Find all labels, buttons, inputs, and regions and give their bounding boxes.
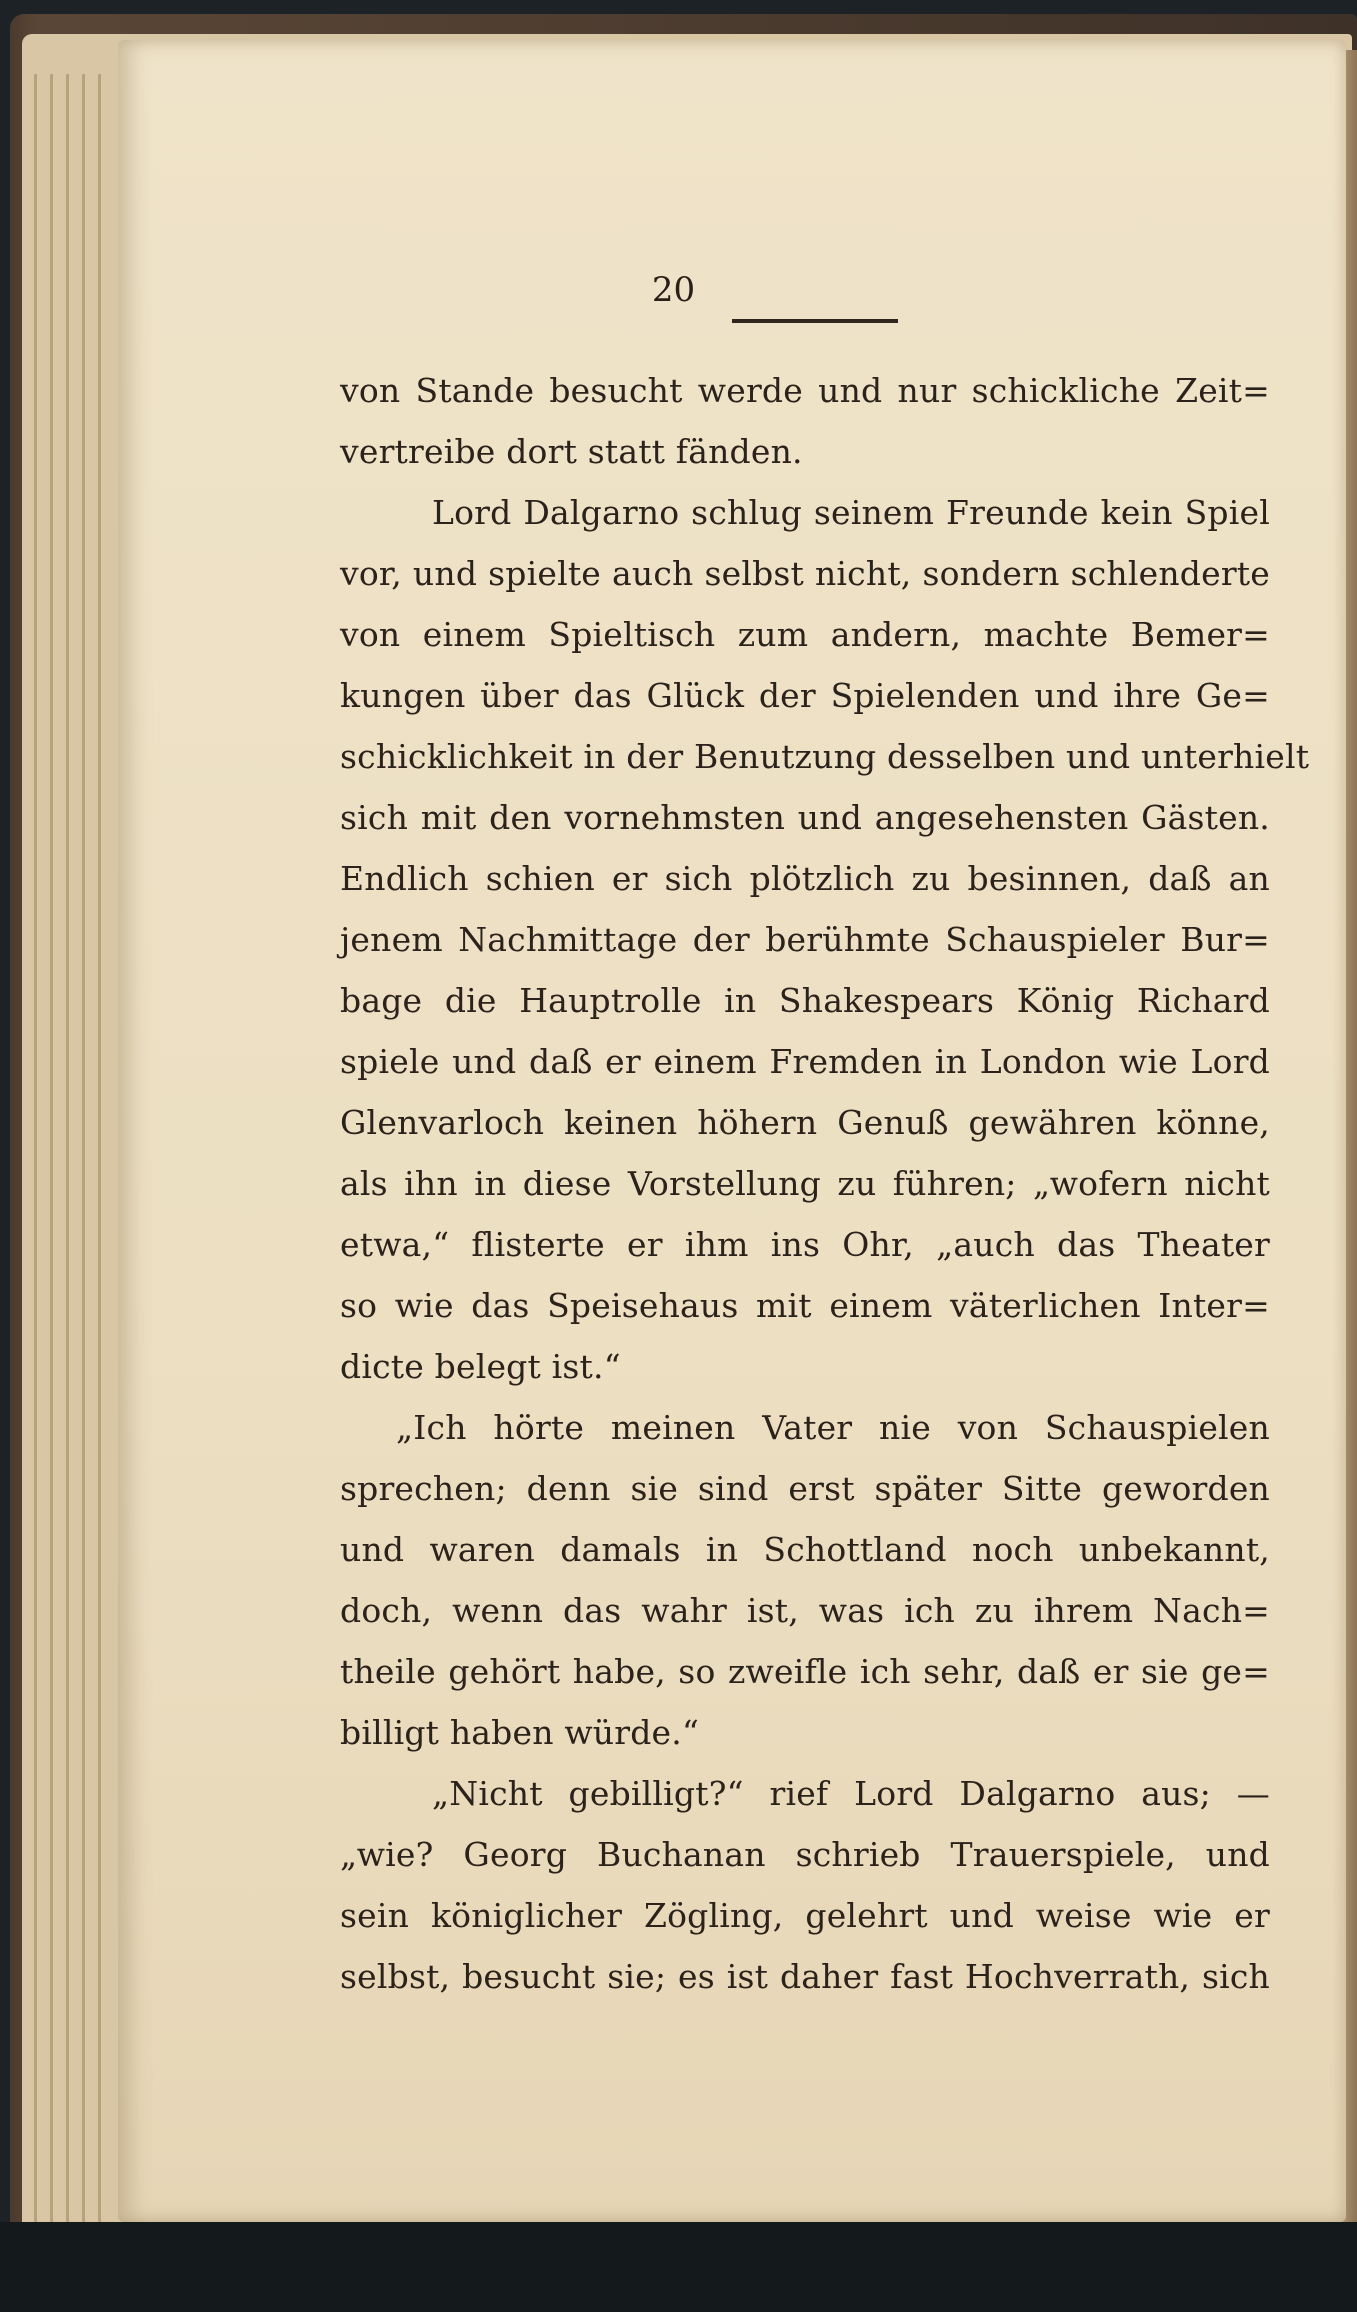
text-line: spiele und daß er einem Fremden in London wie Lord [340,1042,1270,1081]
text-line: und waren damals in Schottland noch unbekannt, [340,1530,1270,1569]
page-edge-line [66,74,69,2234]
text-line: theile gehört habe, so zweifle ich sehr, daß er sie ge= [340,1652,1270,1691]
page-number-text: 20 [651,270,696,310]
text-line: jenem Nachmittage der berühmte Schauspieler Bur= [340,920,1270,959]
scan-bottom-shadow [0,2222,1357,2312]
page-edge-line [98,74,101,2234]
text-line: schicklichkeit in der Benutzung desselben und unterhielt [340,737,1310,776]
text-line: Glenvarloch keinen höhern Genuß gewähren könne, [340,1103,1270,1142]
text-line: „Ich hörte meinen Vater nie von Schauspielen [396,1408,1270,1447]
text-line: Endlich schien er sich plötzlich zu besinnen, daß an [340,859,1270,898]
page-edge-line [82,74,85,2234]
text-line: vertreibe dort statt fänden. [340,432,803,471]
text-line: selbst, besucht sie; es ist daher fast Hochverrath, sich [340,1957,1270,1996]
text-line: kungen über das Glück der Spielenden und ihre Ge= [340,676,1270,715]
text-line: sprechen; denn sie sind erst später Sitte geworden [340,1469,1270,1508]
text-line: vor, und spielte auch selbst nicht, sondern schlenderte [340,554,1270,593]
page-number-rule [732,319,898,323]
text-line: Lord Dalgarno schlug seinem Freunde kein Spiel [432,493,1270,532]
text-line: etwa,“ flisterte er ihm ins Ohr, „auch das Theater [340,1225,1270,1264]
text-line: dicte belegt ist.“ [340,1347,621,1386]
text-line: billigt haben würde.“ [340,1713,700,1752]
text-line: sich mit den vornehmsten und angesehensten Gästen. [340,798,1270,837]
text-line: als ihn in diese Vorstellung zu führen; „wofern nicht [340,1164,1270,1203]
page-number [0,270,1357,310]
page-edge-line [50,74,53,2234]
text-line: von Stande besucht werde und nur schickliche Zeit= [340,371,1270,410]
text-line: „Nicht gebilligt?“ rief Lord Dalgarno aus; — [432,1774,1270,1813]
text-line: „wie? Georg Buchanan schrieb Trauerspiele, und [340,1835,1270,1874]
text-line: so wie das Speisehaus mit einem väterlichen Inter= [340,1286,1270,1325]
text-line: bage die Hauptrolle in Shakespears König Richard [340,981,1270,1020]
text-line: sein königlicher Zögling, gelehrt und weise wie er [340,1896,1270,1935]
page-edge-line [34,74,37,2234]
text-line: von einem Spieltisch zum andern, machte Bemer= [340,615,1270,654]
body-text [340,360,1310,2007]
text-line: doch, wenn das wahr ist, was ich zu ihrem Nach= [340,1591,1270,1630]
